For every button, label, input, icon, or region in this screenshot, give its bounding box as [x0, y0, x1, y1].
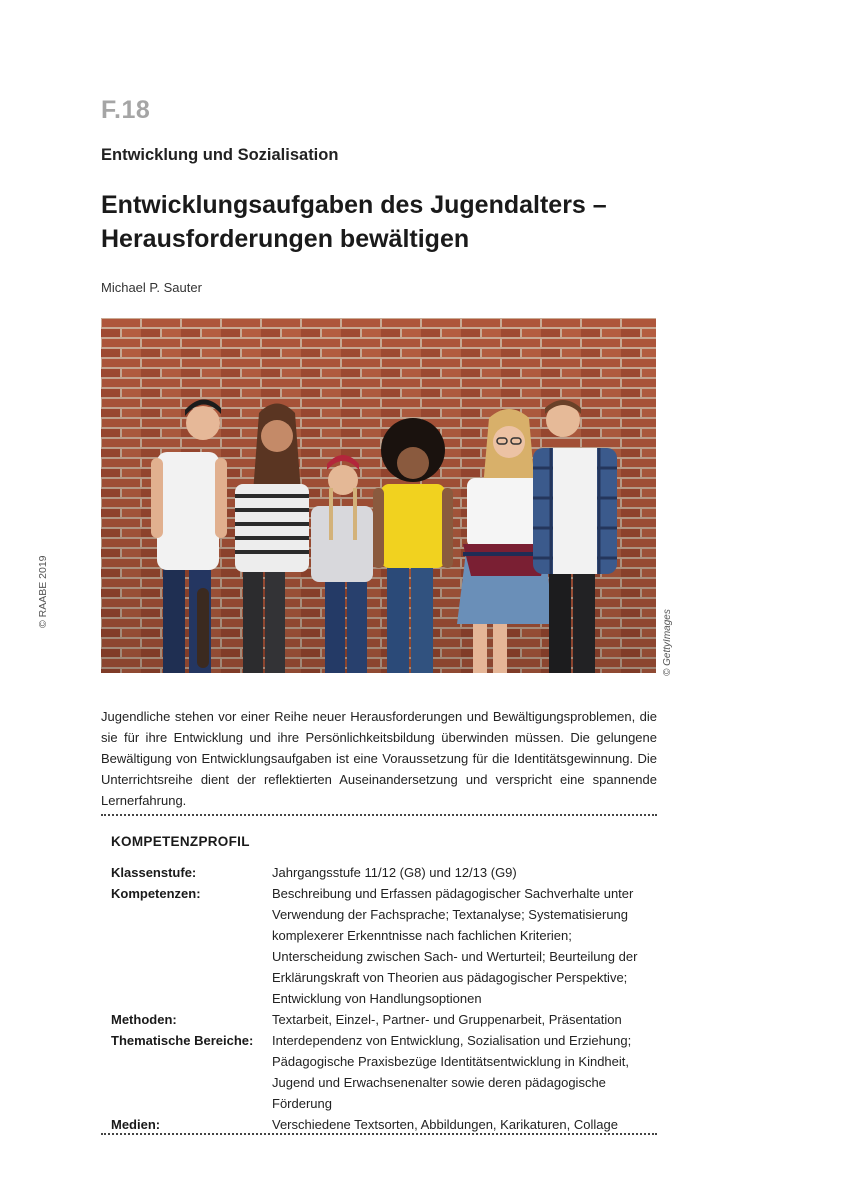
photo-credit: © GettyImages — [662, 609, 673, 676]
competence-profile — [111, 862, 651, 1135]
profile-label: Thematische Bereiche: — [111, 1033, 254, 1048]
cover-photo — [101, 318, 656, 673]
divider-bottom — [101, 1133, 657, 1135]
profile-row-methods — [111, 1009, 651, 1030]
profile-row-media — [111, 1114, 651, 1135]
intro-paragraph: Jugendliche stehen vor einer Reihe neuer Herausforderungen und Bewältigungsproblemen, die sie für ihre Entwicklung und ihre Persönlichkeitsbildung überwinden müssen. Die gelungene Bewältigung von Entwicklungsaufgaben ist eine Voraussetzung für die Identitätsgewinnung. Die Unterrichtsreihe dient der reflektierten Auseinandersetzung und verspricht eine spannende Lernerfahrung. — [101, 709, 657, 808]
profile-row-competences — [111, 883, 651, 1009]
profile-row-topics — [111, 1030, 651, 1114]
profile-value: Verschiedene Textsorten, Abbildungen, Karikaturen, Collage — [272, 1117, 618, 1132]
copyright-note: © RAABE 2019 — [37, 555, 49, 628]
profile-value: Beschreibung und Erfassen pädagogischer Sachverhalte unter Verwendung der Fachsprache; Textanalyse; Systematisierung komplexerer Erkenntnisse nach fachlichen Kriterien; Unterscheidung zwischen Sach- und Werturteil; Beurteilung der Erklärungskraft von Theorien aus pädagogischer Perspektive; Entwicklung von Handlungsoptionen — [272, 886, 638, 1006]
profile-heading: KOMPETENZPROFIL — [111, 834, 250, 849]
unit-code: F.18 — [101, 96, 151, 124]
page-title: Entwicklungsaufgaben des Jugendalters – Herausforderungen bewältigen — [101, 191, 607, 253]
profile-label: Medien: — [111, 1117, 161, 1132]
profile-value: Interdependenz von Entwicklung, Sozialisation und Erziehung; Pädagogische Praxisbezüge Identitätsentwicklung in Kindheit, Jugend und Erwachsenenalter sowie deren pädagogische Förderung — [272, 1033, 632, 1111]
profile-label: Methoden: — [111, 1012, 177, 1027]
author: Michael P. Sauter — [101, 280, 202, 295]
profile-label: Kompetenzen: — [111, 886, 201, 901]
profile-value: Jahrgangsstufe 11/12 (G8) und 12/13 (G9) — [272, 865, 517, 880]
divider-top — [101, 814, 657, 816]
profile-label: Klassenstufe: — [111, 865, 197, 880]
profile-value: Textarbeit, Einzel-, Partner- und Gruppenarbeit, Präsentation — [272, 1012, 622, 1027]
category-heading: Entwicklung und Sozialisation — [101, 146, 339, 164]
profile-row-grade — [111, 862, 651, 883]
